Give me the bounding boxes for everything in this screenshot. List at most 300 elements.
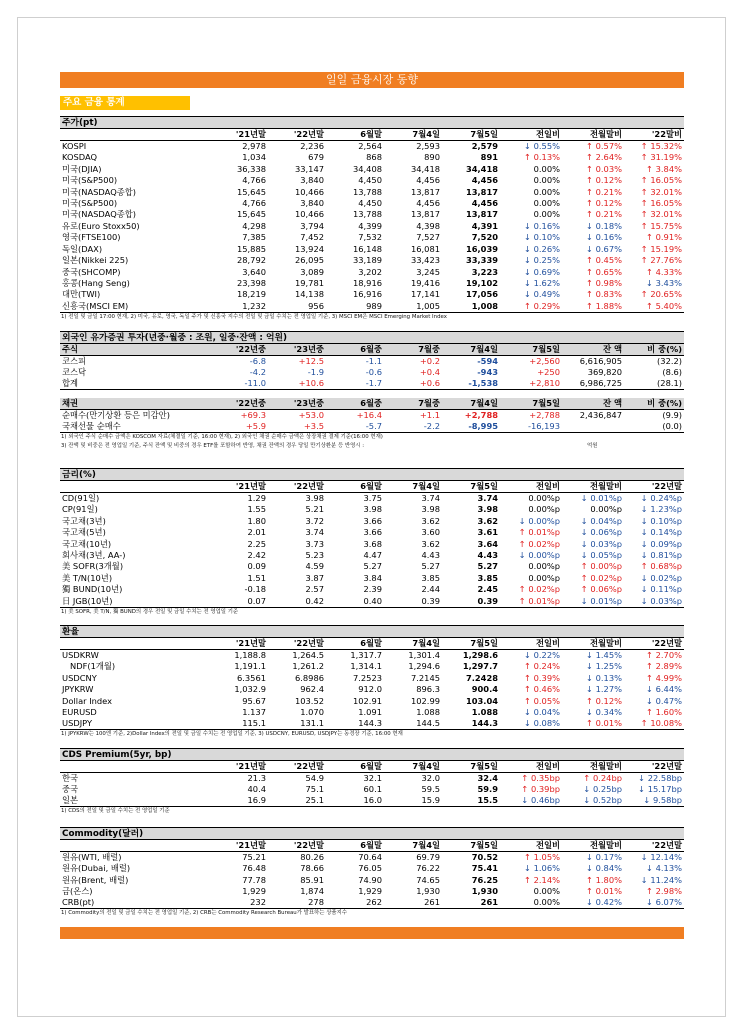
header-row: [60, 398, 684, 410]
fx-section: [60, 625, 684, 739]
rates-title: 금리(%): [60, 468, 684, 481]
table-cell: 679: [308, 152, 324, 163]
table-cell: 4,456: [471, 197, 498, 208]
table-cell: 369,820: [587, 367, 622, 378]
table-cell: ↑ 0.24%: [524, 661, 560, 672]
row-label: 회사채(3년, AA-): [62, 549, 126, 560]
table-cell: ↓ 0.01%p: [580, 493, 622, 503]
column-header: 7월5일: [470, 638, 498, 648]
table-cell: 1,232: [242, 300, 266, 311]
foreign-note-2-unit: 억원: [587, 443, 598, 450]
table-cell: 1,929: [242, 886, 266, 897]
table-cell: ↓ 0.22%: [524, 650, 560, 660]
table-cell: ↑ 0.29%: [524, 300, 560, 311]
table-cell: ↑ 0.12%: [586, 175, 622, 186]
table-cell: 1.088: [416, 706, 440, 717]
table-row: [60, 852, 684, 864]
table-row: [60, 244, 684, 255]
table-cell: 15,645: [236, 186, 266, 197]
column-header: 7월5일: [470, 761, 498, 771]
column-header: 전월말비: [589, 840, 622, 850]
table-cell: 19,102: [465, 278, 498, 289]
column-header: [60, 638, 210, 650]
table-cell: ↑ 0.12%: [586, 197, 622, 208]
table-cell: 4,456: [416, 175, 440, 186]
table-cell: ↓ 1.62%: [524, 278, 560, 289]
table-cell: 2,236: [300, 141, 324, 151]
table-cell: ↓ 0.06%p: [580, 527, 622, 538]
table-cell: (9.9): [662, 410, 682, 421]
row-label: 미국(NASDAQ종합): [62, 186, 136, 197]
table-cell: 5.27: [363, 561, 382, 572]
row-label: 국고채(10년): [62, 538, 112, 549]
table-cell: ↑ 1.05%: [524, 852, 560, 862]
table-cell: 3.61: [477, 527, 498, 538]
table-cell: 26,095: [294, 255, 324, 266]
table-cell: 1,005: [416, 300, 440, 311]
column-header: '22년중: [235, 398, 266, 409]
table-cell: 1.51: [247, 572, 266, 583]
table-row: [60, 266, 684, 277]
table-cell: 5.23: [305, 549, 324, 560]
column-header: [60, 129, 210, 141]
table-row: [60, 209, 684, 220]
table-cell: ↑ 0.01%: [586, 718, 622, 729]
table-row: [60, 410, 684, 422]
table-cell: ↓ 0.49%: [524, 289, 560, 300]
column-header: 7월중: [418, 344, 440, 354]
cds-title: CDS Premium(5yr, bp): [60, 748, 684, 761]
table-cell: 5.27: [477, 561, 498, 572]
table-row: [60, 550, 684, 561]
table-cell: 0.00%p: [528, 572, 560, 583]
table-cell: +3.5: [303, 421, 324, 432]
table-cell: 2.01: [247, 527, 266, 538]
table-cell: 2.25: [247, 538, 266, 549]
column-header: 6월말: [360, 840, 382, 850]
table-cell: +250: [537, 367, 560, 378]
table-cell: ↓ 0.09%p: [640, 538, 682, 549]
table-cell: 75.21: [242, 852, 266, 862]
table-cell: 17,056: [465, 289, 498, 300]
table-cell: 4,391: [471, 220, 498, 231]
table-row: [60, 661, 684, 672]
table-cell: (8.6): [662, 367, 682, 378]
table-cell: ↓ 0.04%p: [580, 515, 622, 526]
table-cell: +2,810: [529, 378, 560, 389]
row-label: 미국(NASDAQ종합): [62, 209, 136, 220]
table-cell: 3.85: [421, 572, 440, 583]
table-cell: ↓ 0.25bp: [583, 784, 622, 795]
table-cell: 25.1: [305, 795, 324, 806]
table-cell: 3.75: [363, 493, 382, 503]
table-cell: 3.72: [305, 515, 324, 526]
table-cell: 962.4: [300, 684, 324, 695]
table-cell: 0.00%: [533, 886, 560, 897]
table-cell: 32.1: [363, 773, 382, 783]
row-label: 원유(Brent, 배럴): [62, 874, 129, 885]
table-cell: 896.3: [416, 684, 440, 695]
table-cell: 10,466: [294, 209, 324, 220]
foreign-title: 외국인 유가증권 투자(년중·월중 : 조원, 일중·잔액 : 억원): [60, 331, 684, 344]
table-row: [60, 356, 684, 368]
stocks-section: [60, 116, 684, 322]
table-cell: ↓ 0.10%: [524, 232, 560, 243]
table-cell: 3.74: [421, 493, 440, 503]
table-cell: 144.3: [471, 718, 498, 729]
table-cell: 6,986,725: [579, 378, 622, 389]
table-cell: 144.5: [416, 718, 440, 729]
column-header: 7월5일: [470, 840, 498, 850]
table-row: [60, 672, 684, 683]
column-header: '21년말: [235, 761, 266, 771]
row-label: CP(91일): [62, 504, 98, 515]
table-cell: 2.57: [305, 584, 324, 595]
table-cell: ↑ 0.01%: [586, 886, 622, 897]
table-cell: 1,008: [471, 300, 498, 311]
column-header: 6월중: [360, 398, 382, 409]
table-cell: ↑ 0.46%: [524, 684, 560, 695]
table-cell: ↓ 0.16%: [524, 220, 560, 231]
foreign-section: [60, 331, 684, 451]
table-cell: ↑ 0.06%p: [580, 584, 622, 595]
table-cell: 144.3: [358, 718, 382, 729]
table-cell: +1.1: [419, 410, 440, 421]
table-cell: ↑ 0.13%: [524, 152, 560, 163]
table-cell: 1,032.9: [234, 684, 266, 695]
table-row: [60, 684, 684, 695]
table-cell: 232: [250, 897, 266, 908]
table-cell: ↑ 15.19%: [640, 243, 682, 254]
table-cell: ↑ 1.60%: [646, 706, 682, 717]
row-label: 국고채(5년): [62, 527, 106, 538]
table-cell: 912.0: [358, 684, 382, 695]
table-cell: ↓ 0.52bp: [583, 795, 622, 806]
table-cell: 17,141: [410, 289, 440, 300]
table-cell: 1,930: [416, 886, 440, 897]
column-header: 7월4일: [412, 129, 440, 139]
table-cell: 1,298.6: [462, 650, 498, 660]
fx-table: [60, 638, 684, 730]
column-header: 7월5일: [532, 344, 560, 354]
table-cell: ↑ 5.40%: [646, 300, 682, 311]
table-cell: ↑ 0.05%: [524, 695, 560, 706]
column-header: 채권: [62, 398, 79, 409]
column-header: 주식: [62, 344, 79, 354]
table-cell: 75.41: [471, 863, 498, 874]
table-cell: 2,564: [358, 141, 382, 151]
row-label: 코스닥: [62, 367, 87, 378]
table-cell: 2.44: [421, 584, 440, 595]
rates-table: [60, 481, 684, 608]
table-cell: ↑ 32.01%: [640, 209, 682, 220]
table-cell: 4,766: [242, 197, 266, 208]
column-header: [60, 481, 210, 493]
table-cell: 32.0: [421, 773, 440, 783]
table-row: [60, 538, 684, 549]
table-cell: 4.59: [305, 561, 324, 572]
header-row: [60, 840, 684, 852]
row-label: 코스피: [62, 356, 87, 366]
table-cell: ↓ 1.45%: [586, 650, 622, 660]
table-cell: [562, 421, 624, 433]
row-label: 독일(DAX): [62, 243, 103, 254]
table-cell: 78.66: [300, 863, 324, 874]
table-cell: 2,978: [242, 141, 266, 151]
table-cell: 3.62: [421, 515, 440, 526]
row-label: NDF(1개월): [70, 661, 116, 672]
table-cell: 3.73: [305, 538, 324, 549]
table-row: [60, 897, 684, 909]
table-row: [60, 255, 684, 266]
table-cell: 1.55: [247, 504, 266, 515]
table-cell: -11.0: [244, 378, 266, 389]
table-cell: ↓ 0.03%p: [580, 538, 622, 549]
table-cell: 10,466: [294, 186, 324, 197]
table-cell: -594: [477, 356, 498, 366]
table-cell: 3,223: [471, 266, 498, 277]
column-header: 7월4일: [412, 638, 440, 648]
table-cell: 1,929: [358, 886, 382, 897]
row-label: 중국(SHCOMP): [62, 266, 121, 277]
table-cell: 59.9: [477, 784, 498, 795]
column-header: 전월말비: [589, 638, 622, 648]
table-cell: -2.2: [423, 421, 440, 432]
stocks-note: 1) 전일 및 금일 17:00 현재, 2) 미국, 유로, 영국, 독일 주가 및 신흥국 지수의 전일 및 금일 수치는 전 영업일 기준, 3) MSCI EM은 MSCI Emerging Market Index: [61, 313, 447, 320]
table-cell: 3,840: [300, 175, 324, 186]
table-row: [60, 232, 684, 243]
table-row: [60, 186, 684, 197]
table-cell: +5.9: [245, 421, 266, 432]
table-cell: ↓ 1.23%p: [640, 504, 682, 515]
table-cell: ↓ 0.24%p: [640, 493, 682, 503]
table-cell: +2,788: [464, 410, 498, 421]
column-header: '22년말: [293, 129, 324, 139]
row-label: 대만(TWI): [62, 289, 101, 300]
table-cell: 1,294.6: [408, 661, 440, 672]
table-cell: 13,788: [352, 209, 382, 220]
table-cell: 3,089: [300, 266, 324, 277]
table-cell: 16,081: [410, 243, 440, 254]
table-cell: 4.43: [421, 549, 440, 560]
table-cell: 54.9: [305, 773, 324, 783]
commodity-table: [60, 840, 684, 909]
table-cell: 3.62: [477, 515, 498, 526]
rates-section: [60, 468, 684, 617]
table-cell: +0.2: [419, 356, 440, 366]
table-cell: 74.65: [416, 874, 440, 885]
table-cell: ↓ 0.34%: [586, 706, 622, 717]
column-header: 비 중(%): [647, 398, 682, 409]
table-cell: 7,385: [242, 232, 266, 243]
table-cell: ↑ 0.65%: [586, 266, 622, 277]
table-cell: ↑ 2.14%: [524, 874, 560, 885]
table-cell: 3,794: [300, 220, 324, 231]
column-header: 7월중: [418, 398, 440, 409]
column-header: '21년말: [235, 638, 266, 648]
row-label: EURUSD: [62, 706, 97, 717]
table-cell: 0.00%p: [528, 493, 560, 503]
table-cell: 33,189: [352, 255, 382, 266]
table-row: [60, 198, 684, 209]
table-cell: ↑ 2.89%: [646, 661, 682, 672]
table-cell: 16,039: [465, 243, 498, 254]
row-label: USDJPY: [62, 718, 93, 729]
column-header: [60, 761, 210, 773]
table-cell: ↑ 0.02%p: [518, 584, 560, 595]
table-cell: -0.6: [365, 367, 382, 378]
table-cell: ↑ 0.12%: [586, 695, 622, 706]
row-label: KOSDAQ: [62, 152, 98, 163]
table-cell: 32.4: [477, 773, 498, 783]
table-row: [60, 141, 684, 153]
table-row: [60, 795, 684, 807]
table-cell: ↓ 0.03%p: [640, 595, 682, 606]
row-label: 미국(DJIA): [62, 163, 102, 174]
table-cell: 75.1: [305, 784, 324, 795]
table-cell: ↓ 0.02%p: [640, 572, 682, 583]
table-cell: 0.09: [247, 561, 266, 572]
table-cell: 15.9: [421, 795, 440, 806]
row-label: 국채선물 순매수: [62, 421, 121, 432]
table-cell: ↓ 0.11%p: [640, 584, 682, 595]
header-row: [60, 129, 684, 141]
table-row: [60, 278, 684, 289]
table-cell: 3.98: [477, 504, 498, 515]
table-cell: ↑ 0.45%: [586, 255, 622, 266]
column-header: 7월4일: [470, 398, 498, 409]
table-cell: 102.91: [352, 695, 382, 706]
row-label: KOSPI: [62, 141, 87, 151]
table-cell: 4,450: [358, 197, 382, 208]
table-cell: -4.2: [249, 367, 266, 378]
table-cell: +10.6: [298, 378, 324, 389]
table-cell: 95.67: [242, 695, 266, 706]
table-cell: 2.45: [477, 584, 498, 595]
column-header: 6월중: [360, 344, 382, 354]
table-cell: 1,297.7: [462, 661, 498, 672]
table-cell: 7,532: [358, 232, 382, 243]
table-cell: 1,314.1: [350, 661, 382, 672]
column-header: '22년말: [651, 761, 682, 771]
table-cell: 6.3561: [236, 672, 266, 683]
table-cell: ↑ 0.91%: [646, 232, 682, 243]
table-cell: ↓ 9.58bp: [643, 795, 682, 806]
table-cell: 7.2523: [352, 672, 382, 683]
table-cell: ↓ 0.16%: [586, 232, 622, 243]
row-label: CD(91일): [62, 493, 100, 503]
table-cell: 900.4: [471, 684, 498, 695]
table-cell: 3.98: [421, 504, 440, 515]
column-header: 전일비: [535, 761, 560, 771]
table-cell: 21.3: [247, 773, 266, 783]
table-cell: 59.5: [421, 784, 440, 795]
table-cell: ↓ 11.24%: [640, 874, 682, 885]
header-row: [60, 344, 684, 356]
table-cell: 16.0: [363, 795, 382, 806]
table-cell: +16.4: [356, 410, 382, 421]
row-label: JPYKRW: [62, 684, 94, 695]
column-header: '22년말: [293, 761, 324, 771]
column-header: '22년중: [235, 344, 266, 354]
table-cell: ↓ 3.43%: [646, 278, 682, 289]
table-cell: ↑ 2.70%: [646, 650, 682, 660]
column-header: 6월말: [360, 638, 382, 648]
table-cell: 0.40: [363, 595, 382, 606]
table-cell: ↓ 0.05%p: [580, 549, 622, 560]
column-header: 7월4일: [412, 481, 440, 491]
table-cell: 34,418: [410, 163, 440, 174]
table-cell: ↓ 0.18%: [586, 220, 622, 231]
foreign-note-1: 1) 외국인 주식 순매수 금액은 KOSCOM 자료(체결일 기준, 16:00 현재), 2) 외국인 채권 순매수 금액은 상장채권 결제 기준(16:00 현재): [61, 434, 383, 441]
table-cell: 4,298: [242, 220, 266, 231]
table-cell: 13,817: [410, 186, 440, 197]
table-cell: ↑ 3.84%: [646, 163, 682, 174]
column-header: 전일비: [535, 840, 560, 850]
table-cell: 70.52: [471, 852, 498, 862]
table-cell: +0.4: [419, 367, 440, 378]
table-cell: ↑ 32.01%: [640, 186, 682, 197]
table-cell: 40.4: [247, 784, 266, 795]
table-cell: 7.2428: [465, 672, 498, 683]
table-cell: 103.52: [294, 695, 324, 706]
table-row: [60, 573, 684, 584]
table-cell: 3,840: [300, 197, 324, 208]
table-cell: 0.00%p: [528, 504, 560, 515]
table-cell: ↓ 0.42%: [586, 897, 622, 908]
table-cell: ↓ 0.47%: [646, 695, 682, 706]
table-cell: 0.00%: [533, 175, 560, 186]
table-cell: ↓ 4.13%: [646, 863, 682, 874]
table-cell: 3.74: [305, 527, 324, 538]
table-cell: 3.66: [363, 527, 382, 538]
table-cell: ↓ 12.14%: [640, 852, 682, 862]
column-header: 7월5일: [470, 481, 498, 491]
table-cell: 15,645: [236, 209, 266, 220]
table-cell: 77.78: [242, 874, 266, 885]
table-cell: ↓ 0.00%p: [518, 515, 560, 526]
table-cell: ↓ 0.13%: [586, 672, 622, 683]
table-row: [60, 367, 684, 378]
column-header: '22년말: [651, 481, 682, 491]
table-cell: 4,456: [471, 175, 498, 186]
table-cell: ↓ 0.81%p: [640, 549, 682, 560]
table-row: [60, 152, 684, 163]
table-cell: 13,924: [294, 243, 324, 254]
row-label: 美 SOFR(3개월): [62, 561, 124, 572]
table-cell: 16,916: [352, 289, 382, 300]
table-cell: 33,423: [410, 255, 440, 266]
table-row: [60, 596, 684, 608]
table-cell: +69.3: [240, 410, 266, 421]
table-cell: 6.8986: [294, 672, 324, 683]
cds-note: 1) CDS의 전일 및 금일 수치는 전 영업일 기준: [61, 808, 170, 815]
table-cell: ↑ 0.57%: [586, 141, 622, 151]
table-cell: 33,339: [465, 255, 498, 266]
table-cell: ↑ 2.64%: [586, 152, 622, 163]
row-label: 獨 BUND(10년): [62, 584, 123, 595]
table-cell: 7.2145: [410, 672, 440, 683]
table-cell: ↓ 0.69%: [524, 266, 560, 277]
table-cell: 278: [308, 897, 324, 908]
table-cell: ↑ 0.03%: [586, 163, 622, 174]
table-cell: ↑ 16.05%: [640, 175, 682, 186]
table-cell: ↓ 0.84%: [586, 863, 622, 874]
column-header: '22년말: [293, 481, 324, 491]
table-cell: 1.137: [242, 706, 266, 717]
table-cell: ↓ 0.25%: [524, 255, 560, 266]
table-cell: 131.1: [300, 718, 324, 729]
